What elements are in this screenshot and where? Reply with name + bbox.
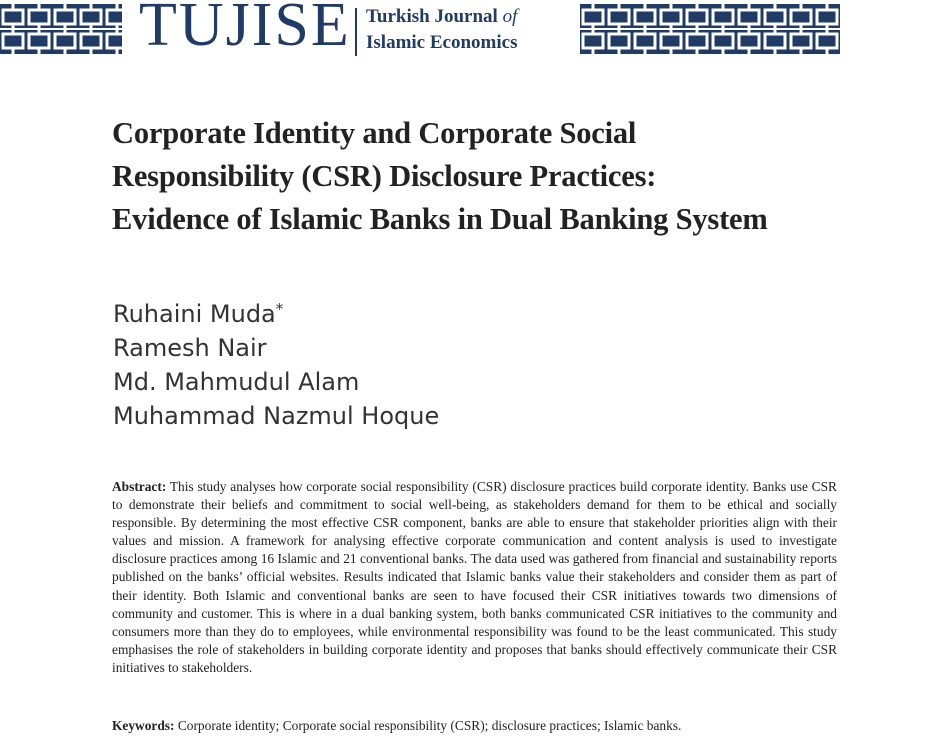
article-title (112, 112, 872, 241)
corresponding-author-mark: * (275, 300, 284, 318)
keywords-label: Keywords: (112, 718, 175, 733)
author: Ramesh Nair (113, 334, 267, 362)
keywords (112, 717, 837, 735)
logo-divider (355, 8, 357, 56)
author-list (113, 292, 439, 433)
title-line-3: Evidence of Islamic Banks in Dual Banking System (112, 202, 768, 236)
journal-name (366, 4, 517, 56)
abstract (112, 478, 837, 677)
journal-header (0, 0, 946, 70)
author: Muhammad Nazmul Hoque (113, 402, 440, 430)
abstract-label: Abstract: (112, 479, 167, 494)
journal-acronym-logo: TUJISE (139, 0, 351, 59)
title-line-2: Responsibility (CSR) Disclosure Practices: (112, 159, 657, 193)
ornamental-border-left (0, 4, 122, 54)
abstract-text: This study analyses how corporate social responsibility (CSR) disclosure practices build corporate identity. Banks use CSR to demonstrate their beliefs and commitment to social well-being, as stakeholders demand for them to be ethical and socially responsible. By determining the most effective CSR component, banks are able to ensure that stakeholder priorities align with their values and mission. A framework for analysing effective corporate communication and content analysis is used to investigate disclosure practices among 16 Islamic and 21 conventional banks. The data used was gathered from financial and sustainability reports published on the banks’ official websites. Results indicated that Islamic banks value their stakeholders and consider them as part of their identity. Both Islamic and conventional banks are seen to have focused their CSR initiatives towards two dimensions of community and customer. This is where in a dual banking system, both banks communicated CSR initiatives to the community and consumers more than they do to employees, while environmental responsibility was found to be the least communicated. This study emphasises the role of stakeholders in building corporate identity and proposes that banks should effectively communicate their CSR initiatives to stakeholders. (112, 479, 837, 675)
ornamental-border-right (580, 4, 840, 54)
title-line-1: Corporate Identity and Corporate Social (112, 116, 637, 150)
keywords-text: Corporate identity; Corporate social responsibility (CSR); disclosure practices; Islamic banks. (177, 718, 682, 733)
author: Md. Mahmudul Alam (113, 368, 360, 396)
journal-name-line-2: Islamic Economics (366, 32, 518, 53)
author: Ruhaini Muda* (113, 300, 284, 328)
journal-name-line-1: Turkish Journal of (366, 6, 518, 27)
